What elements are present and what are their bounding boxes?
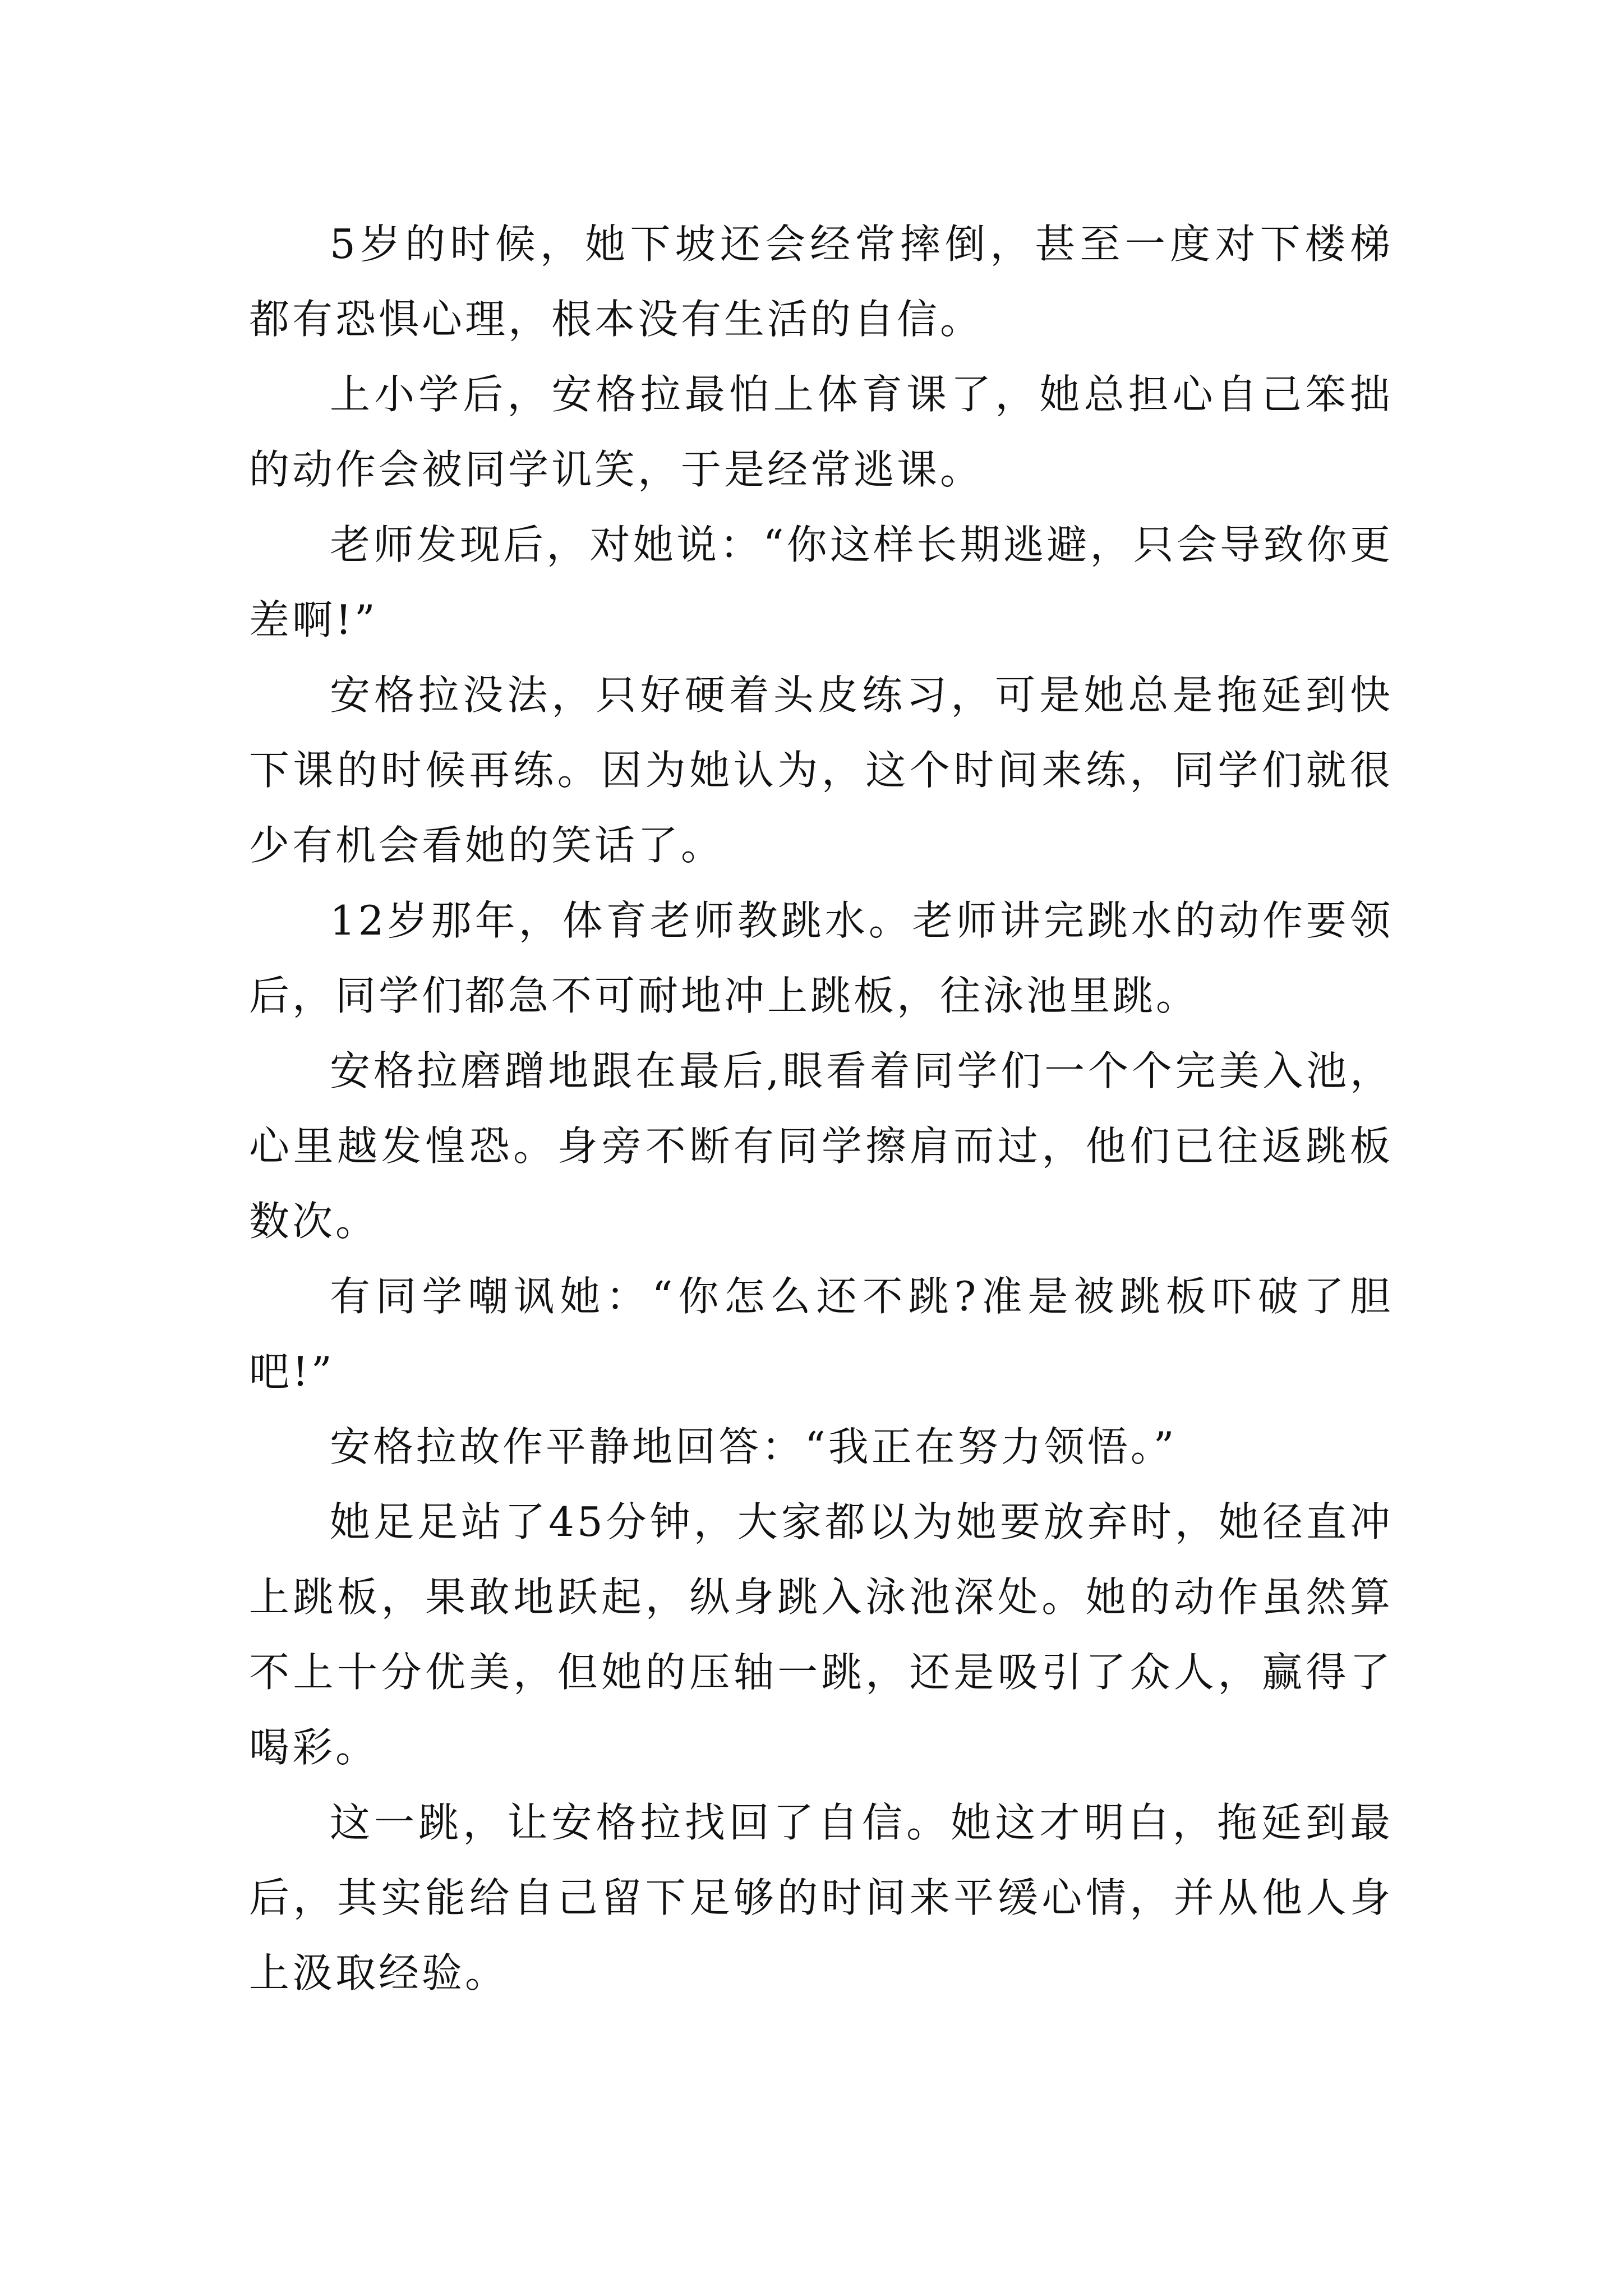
paragraph: 老师发现后，对她说：“你这样长期逃避，只会导致你更差啊!” (249, 521, 1393, 643)
document-body (249, 206, 1393, 2010)
paragraph: 安格拉没法，只好硬着头皮练习，可是她总是拖延到快下课的时候再练。因为她认为，这个时间来练，同学们就很少有机会看她的笑话了。 (249, 671, 1393, 869)
paragraph: 这一跳，让安格拉找回了自信。她这才明白，拖延到最后，其实能给自己留下足够的时间来平缓心情，并从他人身上汲取经验。 (249, 1799, 1393, 1996)
paragraph: 5岁的时候，她下坡还会经常摔倒，甚至一度对下楼梯都有恐惧心理，根本没有生活的自信。 (249, 220, 1393, 343)
paragraph: 安格拉故作平静地回答：“我正在努力领悟。” (330, 1423, 1177, 1470)
paragraph: 她足足站了45分钟，大家都以为她要放弃时，她径直冲上跳板，果敢地跃起，纵身跳入泳池深处。她的动作虽然算不上十分优美，但她的压轴一跳，还是吸引了众人，赢得了喝彩。 (249, 1498, 1393, 1771)
paragraph: 有同学嘲讽她：“你怎么还不跳?准是被跳板吓破了胆吧!” (249, 1273, 1393, 1395)
paragraph: 安格拉磨蹭地跟在最后,眼看着同学们一个个完美入池，心里越发惶恐。身旁不断有同学擦肩而过，他们已往返跳板数次。 (249, 1047, 1393, 1245)
paragraph: 上小学后，安格拉最怕上体育课了，她总担心自己笨拙的动作会被同学讥笑，于是经常逃课。 (249, 371, 1393, 493)
paragraph: 12岁那年，体育老师教跳水。老师讲完跳水的动作要领后，同学们都急不可耐地冲上跳板，往泳池里跳。 (249, 897, 1393, 1019)
